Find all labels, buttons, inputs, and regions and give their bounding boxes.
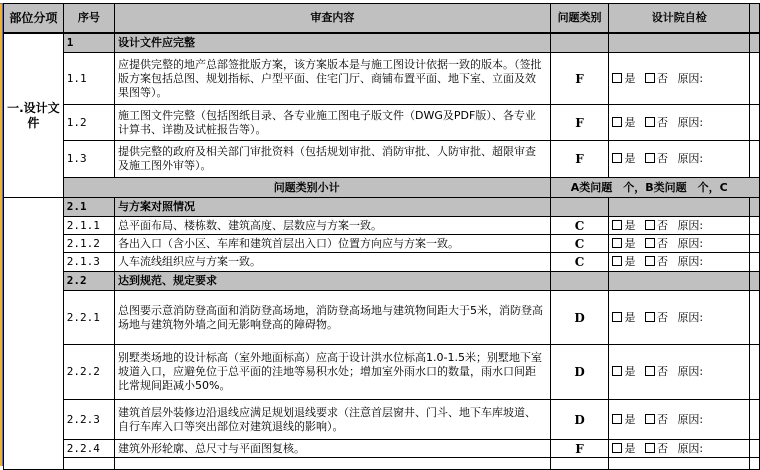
- subtotal-label[interactable]: 问题类别小计: [63, 178, 550, 198]
- table-row: [4, 345, 760, 400]
- content-cell[interactable]: 施工图文件完整（包括图纸目录、各专业施工图电子版文件（DWG及PDF版）、各专业计算书、详勘及试桩报告等）。: [115, 105, 551, 141]
- group-title[interactable]: 达到规范、规定要求: [115, 272, 551, 291]
- content-cell[interactable]: [115, 458, 551, 470]
- checkbox-no[interactable]: [645, 117, 655, 127]
- self-check-cell[interactable]: [609, 235, 750, 253]
- self-check-cell[interactable]: [609, 53, 750, 105]
- header-category[interactable]: 问题类别: [550, 4, 609, 34]
- table-row: [4, 253, 760, 272]
- subtotal-row: [4, 178, 760, 198]
- self-check-cell[interactable]: [609, 33, 750, 53]
- extra-cell[interactable]: [750, 105, 760, 141]
- seq-cell[interactable]: 2.1.3: [63, 253, 114, 272]
- category-cell[interactable]: [550, 458, 609, 470]
- self-check-cell[interactable]: [609, 253, 750, 272]
- category-cell[interactable]: F: [550, 141, 609, 178]
- checkbox-yes[interactable]: [612, 238, 622, 248]
- group-heading-row: [4, 272, 760, 291]
- yes-label: 是: [624, 71, 636, 85]
- seq-cell[interactable]: 2.2.1: [63, 291, 114, 345]
- part-label: 一.设计文件: [7, 100, 60, 130]
- self-check-cell[interactable]: [609, 440, 750, 458]
- content-cell[interactable]: 人车流线组织应与方案一致。: [115, 253, 551, 272]
- content-cell[interactable]: 各出入口（含小区、车库和建筑首层出入口）位置方向应与方案一致。: [115, 235, 551, 253]
- checkbox-no[interactable]: [645, 220, 655, 230]
- extra-cell[interactable]: [750, 458, 760, 470]
- checkbox-yes[interactable]: [612, 443, 622, 453]
- category-cell[interactable]: C: [550, 217, 609, 235]
- yes-label: 是: [624, 441, 636, 455]
- checkbox-yes[interactable]: [612, 117, 622, 127]
- checkbox-yes[interactable]: [612, 312, 622, 322]
- self-check-cell[interactable]: [609, 105, 750, 141]
- category-cell[interactable]: F: [550, 440, 609, 458]
- reason-label: 原因:: [677, 71, 704, 85]
- reason-label: 原因:: [677, 412, 704, 426]
- seq-cell[interactable]: 2.1: [63, 198, 114, 217]
- category-cell[interactable]: D: [550, 400, 609, 440]
- header-part[interactable]: 部位分项: [4, 4, 64, 34]
- seq-cell[interactable]: 2.2.3: [63, 400, 114, 440]
- self-check-cell[interactable]: [609, 458, 750, 470]
- yes-label: 是: [624, 218, 636, 232]
- checkbox-no[interactable]: [645, 366, 655, 376]
- seq-cell[interactable]: 1.2: [63, 105, 114, 141]
- extra-cell[interactable]: [750, 53, 760, 105]
- table-row: [4, 400, 760, 440]
- table-header-row: [4, 4, 760, 34]
- table-row: [4, 440, 760, 458]
- category-cell[interactable]: F: [550, 53, 609, 105]
- reason-label: 原因:: [677, 255, 704, 268]
- content-cell[interactable]: 总图要示意消防登高面和消防登高场地，消防登高场地与建筑物间距大于5米，消防登高场地与建筑物外墙之间无影响登高的障碍物。: [115, 291, 551, 345]
- reason-label: 原因:: [677, 441, 704, 455]
- self-check-cell[interactable]: [609, 198, 750, 217]
- yes-label: 是: [624, 255, 636, 268]
- group-title[interactable]: 与方案对照情况: [115, 198, 551, 217]
- table-row: [4, 53, 760, 105]
- self-check-cell[interactable]: [609, 272, 750, 291]
- table-row: [4, 291, 760, 345]
- seq-cell[interactable]: 1.1: [63, 53, 114, 105]
- content-cell[interactable]: 建筑外形轮廓、总尺寸与平面图复核。: [115, 440, 551, 458]
- extra-cell[interactable]: [750, 198, 760, 217]
- no-label: 否: [656, 218, 668, 232]
- checkbox-yes[interactable]: [612, 366, 622, 376]
- seq-cell[interactable]: 2.1.1: [63, 217, 114, 235]
- reason-label: 原因:: [677, 152, 704, 165]
- table-row: [4, 105, 760, 141]
- no-label: 否: [656, 310, 668, 324]
- reason-label: 原因:: [677, 310, 704, 324]
- extra-cell[interactable]: [750, 217, 760, 235]
- checkbox-no[interactable]: [645, 238, 655, 248]
- seq-cell[interactable]: [63, 458, 114, 470]
- seq-cell[interactable]: 2.2.4: [63, 440, 114, 458]
- header-self-check[interactable]: 设计院自检: [609, 4, 750, 34]
- extra-cell[interactable]: [750, 440, 760, 458]
- category-cell[interactable]: C: [550, 253, 609, 272]
- checkbox-yes[interactable]: [612, 73, 622, 83]
- content-cell[interactable]: 提供完整的政府及相关部门审批资料（包括规划审批、消防审批、人防审批、超限审查及施工图外审等）。: [115, 141, 551, 178]
- table-row: [4, 235, 760, 253]
- content-cell[interactable]: 别墅类场地的设计标高（室外地面标高）应高于设计洪水位标高1.0-1.5米；别墅地下室坡道入口，应避免位于总平面的洼地等易积水处；增加室外雨水口的数量，雨水口间距比常规间距减小50%。: [115, 345, 551, 400]
- reason-label: 原因:: [677, 218, 704, 232]
- reason-label: 原因:: [677, 365, 704, 378]
- extra-cell[interactable]: [750, 235, 760, 253]
- no-label: 否: [656, 412, 668, 426]
- checkbox-yes[interactable]: [612, 256, 622, 266]
- self-check-cell[interactable]: [609, 291, 750, 345]
- extra-cell[interactable]: [750, 253, 760, 272]
- checkbox-no[interactable]: [645, 312, 655, 322]
- category-cell[interactable]: [550, 198, 609, 217]
- part-cell-section-2[interactable]: [4, 198, 64, 470]
- seq-cell[interactable]: 1.3: [63, 141, 114, 178]
- group-heading-row: [4, 198, 760, 217]
- extra-cell[interactable]: [750, 400, 760, 440]
- header-content[interactable]: 审查内容: [115, 4, 551, 34]
- checkbox-yes[interactable]: [612, 153, 622, 163]
- category-cell[interactable]: D: [550, 345, 609, 400]
- reason-label: 原因:: [677, 236, 704, 250]
- no-label: 否: [656, 441, 668, 455]
- self-check-cell[interactable]: [609, 400, 750, 440]
- subtotal-value[interactable]: A类问题 个，B类问题 个，C: [550, 178, 759, 198]
- yes-label: 是: [624, 365, 636, 378]
- content-cell[interactable]: 总平面布局、楼栋数、建筑高度、层数应与方案一致。: [115, 217, 551, 235]
- checkbox-yes[interactable]: [612, 220, 622, 230]
- extra-cell[interactable]: [750, 345, 760, 400]
- content-cell[interactable]: 应提供完整的地产总部签批版方案，该方案版本是与施工图设计依据一致的版本。（签批版方案包括总图、规划指标、户型平面、住宅门厅、商铺布置平面、地下室、立面及效果图等）。: [115, 53, 551, 105]
- extra-cell[interactable]: [750, 291, 760, 345]
- table-row: [4, 141, 760, 178]
- no-label: 否: [656, 255, 668, 268]
- seq-cell[interactable]: 2.1.2: [63, 235, 114, 253]
- yes-label: 是: [624, 310, 636, 324]
- no-label: 否: [656, 365, 668, 378]
- checkbox-no[interactable]: [645, 414, 655, 424]
- seq-cell[interactable]: 2.2.2: [63, 345, 114, 400]
- self-check-cell[interactable]: [609, 345, 750, 400]
- review-checklist-table: [3, 3, 760, 470]
- header-seq[interactable]: 序号: [63, 4, 114, 34]
- content-cell[interactable]: 建筑首层外装修边沿退线应满足规划退线要求（注意首层窗井、门斗、地下车库坡道、自行车库入口等突出部位对建筑退线的影响）。: [115, 400, 551, 440]
- no-label: 否: [656, 236, 668, 250]
- section-heading-row: [4, 33, 760, 53]
- no-label: 否: [656, 115, 668, 129]
- self-check-cell[interactable]: [609, 141, 750, 178]
- category-cell[interactable]: F: [550, 105, 609, 141]
- table-row: [4, 217, 760, 235]
- checkbox-no[interactable]: [645, 256, 655, 266]
- checkbox-no[interactable]: [645, 443, 655, 453]
- no-label: 否: [656, 71, 668, 85]
- category-cell[interactable]: D: [550, 291, 609, 345]
- yes-label: 是: [624, 115, 636, 129]
- extra-cell[interactable]: [750, 33, 760, 53]
- section-title[interactable]: 设计文件应完整: [115, 33, 551, 53]
- category-cell[interactable]: C: [550, 235, 609, 253]
- extra-cell[interactable]: [750, 272, 760, 291]
- seq-cell[interactable]: 1: [63, 33, 114, 53]
- yes-label: 是: [624, 236, 636, 250]
- extra-cell[interactable]: [750, 141, 760, 178]
- category-cell[interactable]: [550, 272, 609, 291]
- reason-label: 原因:: [677, 115, 704, 129]
- yes-label: 是: [624, 152, 636, 165]
- checkbox-no[interactable]: [645, 153, 655, 163]
- self-check-cell[interactable]: [609, 217, 750, 235]
- checkbox-no[interactable]: [645, 73, 655, 83]
- seq-cell[interactable]: 2.2: [63, 272, 114, 291]
- no-label: 否: [656, 152, 668, 165]
- header-extra[interactable]: [750, 4, 760, 34]
- yes-label: 是: [624, 412, 636, 426]
- part-cell-design-files[interactable]: [4, 33, 64, 198]
- table-row-partial: [4, 458, 760, 470]
- checkbox-yes[interactable]: [612, 414, 622, 424]
- category-cell[interactable]: [550, 33, 609, 53]
